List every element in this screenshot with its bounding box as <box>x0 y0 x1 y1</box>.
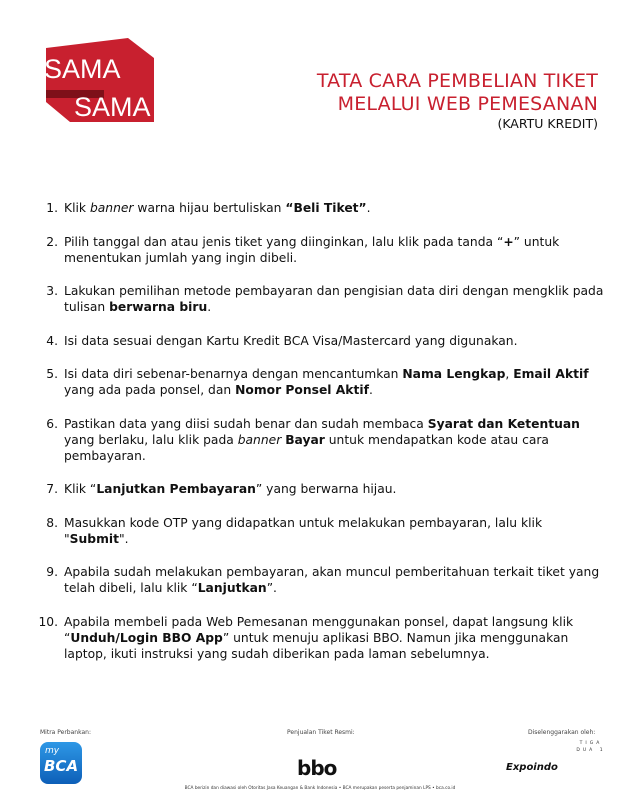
step-text: untuk mendapatkan kode atau cara pembayaran. <box>64 432 549 463</box>
step-emphasis: “Beli Tiket” <box>285 201 367 215</box>
step-text: Isi data diri sebenar-benarnya dengan mencantumkan <box>64 367 403 381</box>
step-text: yang ada pada ponsel, dan <box>64 383 236 397</box>
step-number: 8. <box>46 515 58 530</box>
step-emphasis: Lanjutkan <box>197 581 267 595</box>
step-text: Klik “ <box>64 482 97 496</box>
step-emphasis: Email Aktif <box>513 367 589 381</box>
mybca-bca-text: BCA <box>44 757 79 775</box>
step-text: ”. <box>266 581 277 595</box>
step-emphasis: Unduh/Login BBO App <box>70 630 223 645</box>
step-item <box>34 481 604 497</box>
step-text: . <box>368 383 373 397</box>
step-item <box>34 234 604 266</box>
step-emphasis: Bayar <box>285 432 325 447</box>
step-text: . <box>207 300 212 314</box>
step-emphasis: Submit <box>69 531 119 546</box>
step-emphasis: berwarna biru <box>109 300 208 314</box>
step-text: Apabila sudah melakukan pembayaran, akan muncul pemberitahuan terkait tiket yang telah dibeli, lalu klik “ <box>64 565 600 595</box>
step-text: ” yang berwarna hijau. <box>255 482 397 496</box>
tiga-dua-satu-logo: TIGA DUA 1 <box>576 741 606 753</box>
step-item <box>34 515 604 547</box>
step-text: Pilih tanggal dan atau jenis tiket yang diinginkan, lalu klik pada tanda “ <box>64 234 504 249</box>
step-text: . <box>366 201 371 215</box>
step-item <box>34 614 604 662</box>
step-number: 7. <box>46 482 58 496</box>
logo-line1: SAMA <box>44 54 121 84</box>
step-item <box>34 200 604 216</box>
step-number: 9. <box>46 565 58 579</box>
step-number: 6. <box>46 416 58 431</box>
step-emphasis: Syarat dan Ketentuan <box>427 416 580 431</box>
step-text: ” untuk menuju aplikasi BBO. Namun jika menggunakan laptop, ikuti instruksi yang sudah diberikan pada laman sebelumnya. <box>64 630 569 661</box>
step-text: ” untuk menentukan jumlah yang ingin dibeli. <box>64 234 560 265</box>
mybca-my-text: my <box>45 746 60 756</box>
title-block <box>317 70 598 132</box>
step-number: 10. <box>38 614 58 629</box>
logo-line2: SAMA <box>74 92 151 122</box>
step-italic: banner <box>237 432 282 447</box>
step-italic: banner <box>89 201 134 215</box>
step-number: 2. <box>46 234 58 249</box>
step-item <box>34 416 604 464</box>
step-item <box>34 366 604 398</box>
footer-fine-print: BCA berizin dan diawasi oleh Otoritas Jasa Keuangan & Bank Indonesia • BCA merupakan peserta penjaminan LPS • bca.co.id <box>184 786 456 791</box>
step-text: ". <box>118 531 129 546</box>
step-emphasis: + <box>503 234 514 249</box>
step-emphasis: Nomor Ponsel Aktif <box>235 383 369 397</box>
step-text: Isi data sesuai dengan Kartu Kredit BCA Visa/Mastercard yang digunakan. <box>64 333 518 348</box>
step-text: yang berlaku, lalu klik pada <box>64 432 238 447</box>
step-item <box>34 564 604 596</box>
page-subtitle: (KARTU KREDIT) <box>497 116 598 131</box>
step-text: Klik <box>64 201 90 215</box>
step-number: 4. <box>46 333 58 348</box>
step-text: Apabila membeli pada Web Pemesanan menggunakan ponsel, dapat langsung klik “ <box>64 614 574 645</box>
step-text: warna hijau bertuliskan <box>133 201 286 215</box>
step-item <box>34 333 604 349</box>
step-emphasis: Nama Lengkap <box>402 367 506 381</box>
bbo-logo: bbo <box>297 756 337 780</box>
step-text: , <box>505 367 514 381</box>
mybca-logo <box>40 742 82 784</box>
diselenggarakan-label: Diselenggarakan oleh: <box>528 729 596 736</box>
step-text: Masukkan kode OTP yang didapatkan untuk melakukan pembayaran, lalu klik " <box>64 515 543 546</box>
penjualan-tiket-label: Penjualan Tiket Resmi: <box>287 729 355 736</box>
step-text: Pastikan data yang diisi sudah benar dan sudah membaca <box>64 416 428 431</box>
expoindo-logo: Expoindo <box>506 762 558 773</box>
mitra-perbankan-label: Mitra Perbankan: <box>40 729 91 736</box>
step-item <box>34 283 604 315</box>
step-text: Lakukan pemilihan metode pembayaran dan pengisian data diri dengan mengklik pada tulisan <box>64 284 604 314</box>
step-number: 1. <box>46 201 58 215</box>
steps-list <box>34 200 604 679</box>
step-number: 3. <box>46 284 58 298</box>
step-number: 5. <box>46 367 58 381</box>
page-title-line2: MELALUI WEB PEMESANAN <box>337 93 598 115</box>
sama-sama-logo <box>40 36 156 126</box>
step-emphasis: Lanjutkan Pembayaran <box>96 482 256 496</box>
page-title-line1: TATA CARA PEMBELIAN TIKET <box>316 70 598 92</box>
